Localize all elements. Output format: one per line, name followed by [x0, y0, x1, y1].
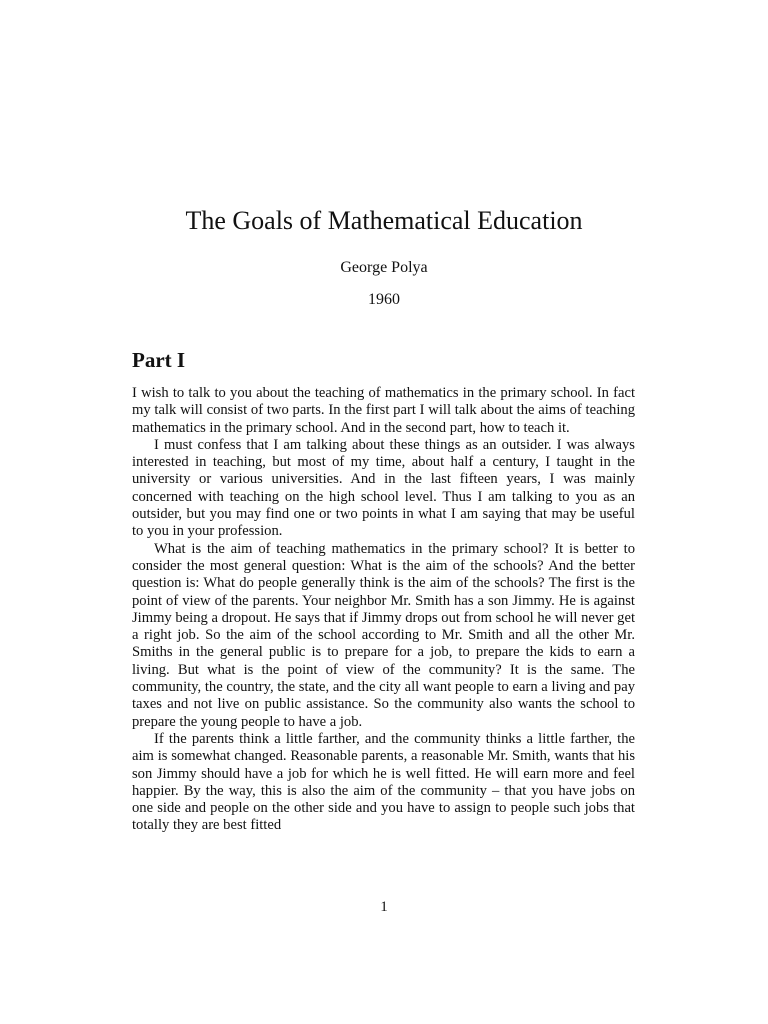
publication-year: 1960 — [368, 291, 400, 308]
paragraph: What is the aim of teaching mathematics in the primary school? It is better to consider the most general question: What is the aim of the schools? And the better question is: What do people generally think is the aim of the schools? The first is the point of view of the parents. Your neighbor Mr. Smith has a son Jimmy. He is against Jimmy being a dropout. He says that if Jimmy drops out from school he will never get a right job. So the aim of the school according to Mr. Smith and all the other Mr. Smiths in the general public is to prepare for a job, to prepare the kids to earn a living. But what is the point of view of the community? It is the same. The community, the country, the state, and the city all want people to earn a living and pay taxes and not live on public assistance. So the community also wants the school to prepare the young people to have a job. — [132, 540, 635, 730]
body-text — [132, 385, 635, 835]
author-name: George Polya — [340, 259, 428, 276]
document-title: The Goals of Mathematical Education — [185, 206, 583, 235]
paragraph: I wish to talk to you about the teaching of mathematics in the primary school. In fact my talk will consist of two parts. In the first part I will talk about the aims of teaching mathematics in the primary school. And in the second part, how to teach it. — [132, 385, 635, 436]
paragraph: If the parents think a little farther, and the community thinks a little farther, the aim is somewhat changed. Reasonable parents, a reasonable Mr. Smith, wants that his son Jimmy should have a job for which he is well fitted. He will earn more and feel happier. By the way, this is also the aim of the community – that you have jobs on one side and people on the other side and you have to assign to people such jobs that totally they are best fitted — [132, 730, 635, 834]
section-heading: Part I — [132, 348, 186, 372]
paragraph: I must confess that I am talking about these things as an outsider. I was always interested in teaching, but most of my time, about half a century, I taught in the university or various universities. And in the last fifteen years, I was mainly concerned with teaching on the high school level. Thus I am talking to you as an outsider, but you may find one or two points in what I am saying that may be useful to you in your profession. — [132, 436, 635, 540]
page-number: 1 — [380, 899, 388, 915]
